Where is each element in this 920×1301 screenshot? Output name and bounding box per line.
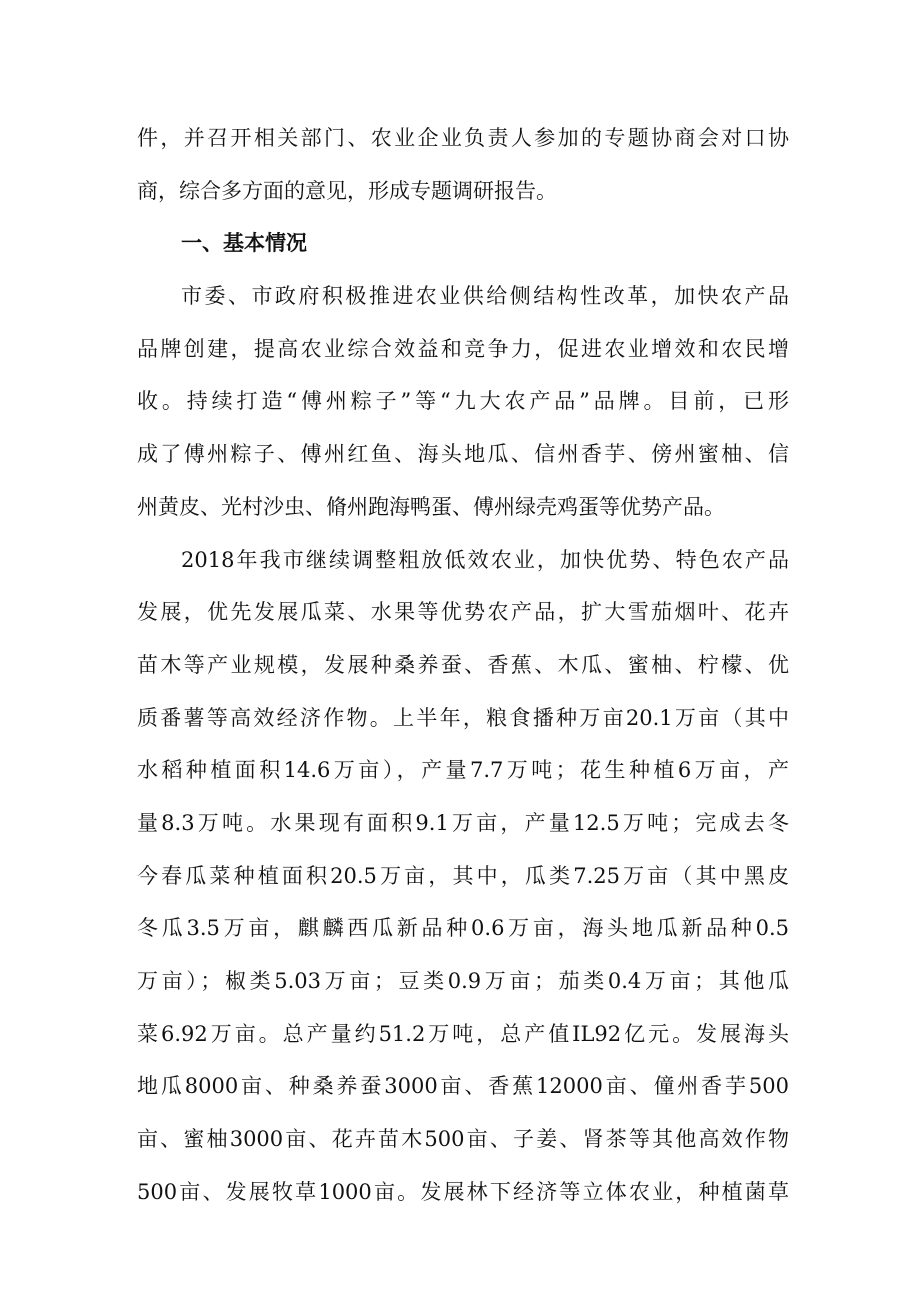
body-text [137,112,789,1218]
text-line: 苗木等产业规模，发展种桑养蚕、香蕉、木瓜、蜜柚、柠檬、优 [137,652,789,677]
text-line: 水稻种植面积14.6万亩），产量7.7万吨；花生种植6万亩，产 [137,758,789,783]
text-line: 市委、市政府积极推进农业供给侧结构性改革，加快农产品 [181,284,789,309]
text-line: 品牌创建，提高农业综合效益和竞争力，促进农业增效和农民增 [137,336,789,361]
text-line: 件，并召开相关部门、农业企业负责人参加的专题协商会对口协 [137,126,789,150]
text-line: 商，综合多方面的意见，形成专题调研报告。 [137,178,557,203]
text-line: 地瓜8000亩、种桑养蚕3000亩、香蕉12000亩、僮州香芋500 [137,1074,789,1099]
text-line: 今春瓜菜种植面积20.5万亩，其中，瓜类7.25万亩（其中黑皮 [137,863,789,888]
section-heading: 一、基本情况 [181,231,307,256]
text-line: 质番薯等高效经济作物。上半年，粮食播种万亩20.1万亩（其中 [137,705,789,730]
text-line: 万亩）；椒类5.03万亩；豆类0.9万亩；茄类0.4万亩；其他瓜 [137,969,789,993]
text-line: 冬瓜3.5万亩，麒麟西瓜新品种0.6万亩，海头地瓜新品种0.5 [137,916,789,941]
text-line: 成了傅州粽子、傅州红鱼、海头地瓜、信州香芋、傍州蜜柚、信 [137,442,789,467]
text-line: 收。持续打造“傅州粽子”等“九大农产品”品牌。目前，已形 [137,389,789,414]
text-line: 2018年我市继续调整粗放低效农业，加快优势、特色农产品 [181,547,789,572]
text-line: 发展，优先发展瓜菜、水果等优势农产品，扩大雪茄烟叶、花卉 [137,600,789,625]
text-line: 500亩、发展牧草1000亩。发展林下经济等立体农业，种植菌草 [137,1179,789,1204]
text-line: 量8.3万吨。水果现有面积9.1万亩，产量12.5万吨；完成去冬 [137,810,789,835]
text-line: 州黄皮、光村沙虫、脩州跑海鸭蛋、傅州绿壳鸡蛋等优势产品。 [137,494,725,519]
text-line: 菜6.92万亩。总产量约51.2万吨，总产值IL92亿元。发展海头 [137,1021,789,1046]
text-line: 亩、蜜柚3000亩、花卉苗木500亩、子姜、肾茶等其他高效作物 [137,1127,789,1152]
